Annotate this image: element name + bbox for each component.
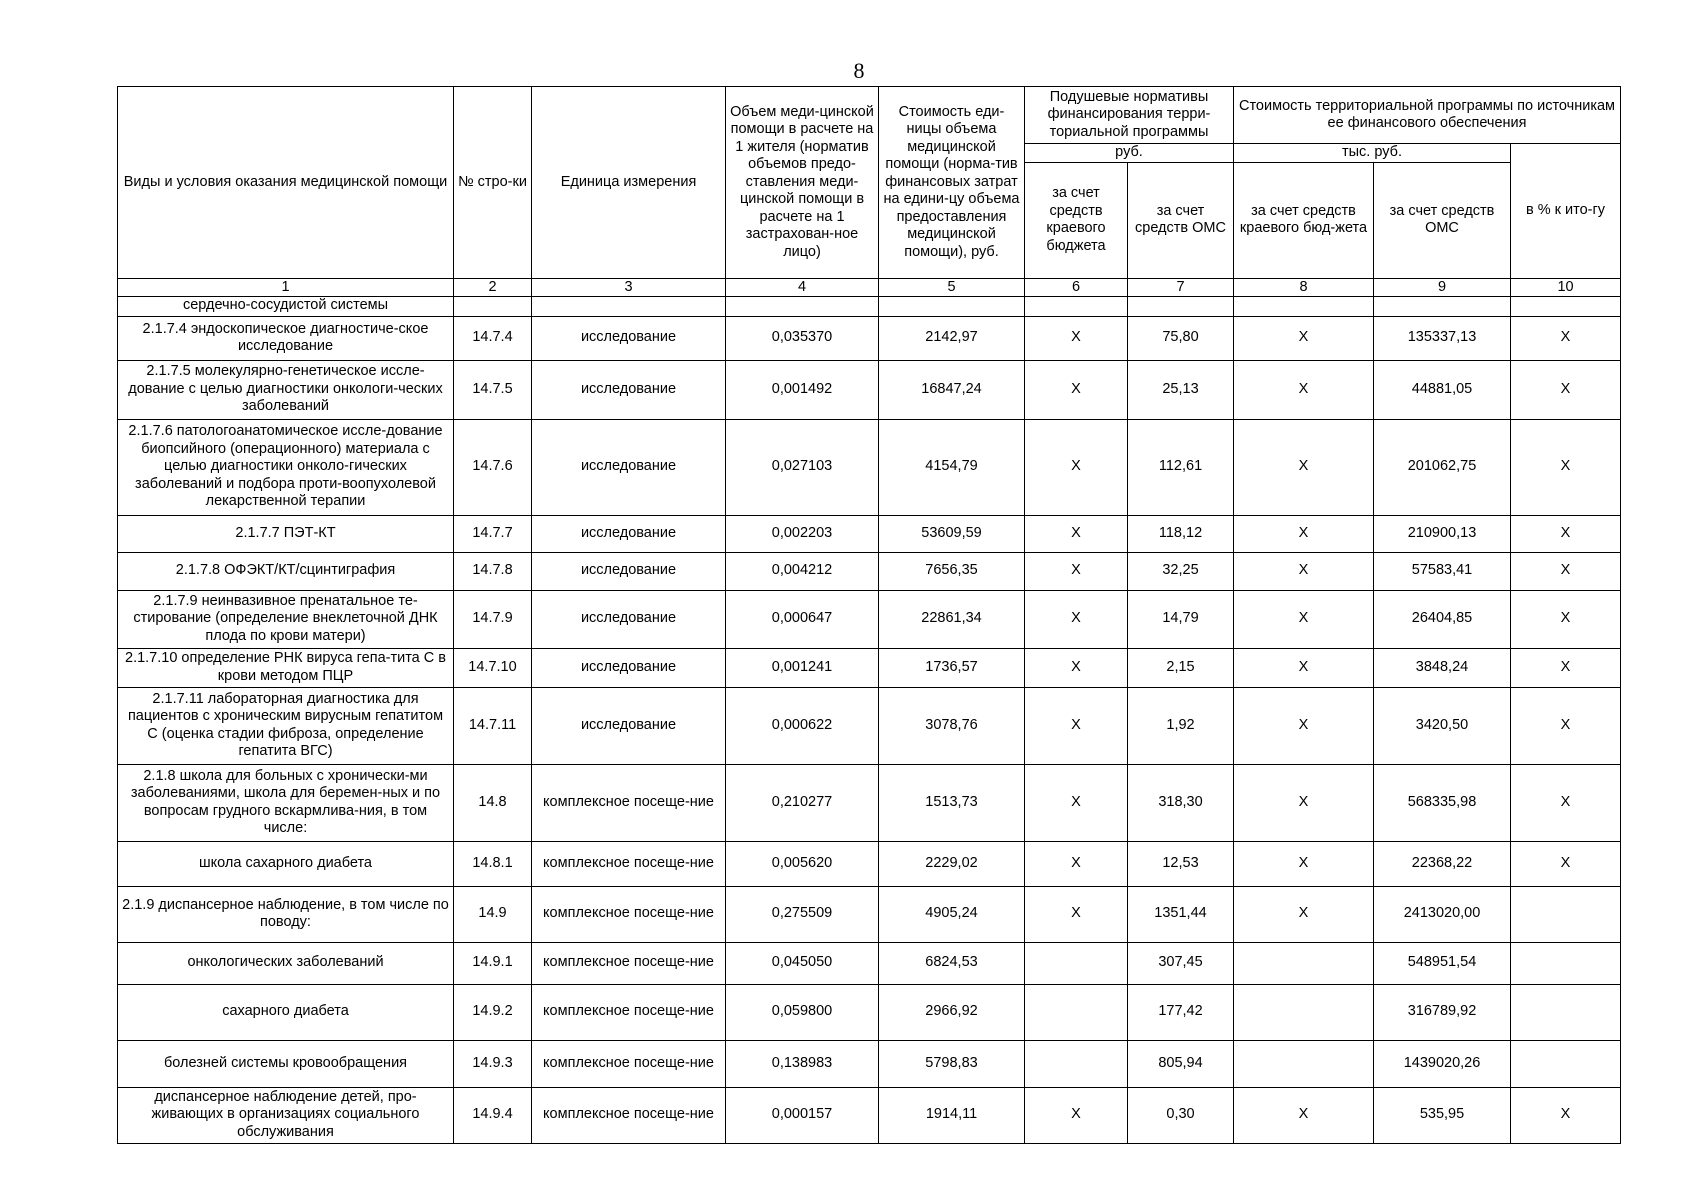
oms-thousand-cell: 135337,13: [1374, 316, 1511, 360]
regional-budget-rub-cell: Х: [1025, 552, 1128, 590]
column-number: 2: [454, 278, 532, 296]
unit-cost-cell: 4905,24: [879, 886, 1025, 942]
unit-cell: комплексное посеще-ние: [532, 1040, 726, 1087]
volume-cell: 0,138983: [726, 1040, 879, 1087]
care-type-cell: 2.1.7.9 неинвазивное пренатальное те-стирование (определение внеклеточной ДНК плода по крови матери): [118, 590, 454, 648]
oms-rub-cell: 25,13: [1128, 360, 1234, 419]
line-number-cell: 14.7.6: [454, 419, 532, 515]
care-type-cell: болезней системы кровообращения: [118, 1040, 454, 1087]
line-number-cell: [454, 296, 532, 316]
line-number-cell: 14.7.5: [454, 360, 532, 419]
program-cost-table: [117, 86, 1621, 1144]
table-row: [118, 1040, 1621, 1087]
oms-rub-cell: 1,92: [1128, 687, 1234, 764]
unit-cell: комплексное посеще-ние: [532, 984, 726, 1040]
line-number-cell: 14.7.7: [454, 515, 532, 552]
header-percent: в % к ито-гу: [1511, 144, 1621, 279]
table-row: [118, 841, 1621, 886]
care-type-cell: 2.1.7.5 молекулярно-генетическое иссле-дование с целью диагностики онкологи-ческих заболеваний: [118, 360, 454, 419]
oms-thousand-cell: 44881,05: [1374, 360, 1511, 419]
line-number-cell: 14.8: [454, 764, 532, 841]
unit-cell: исследование: [532, 419, 726, 515]
volume-cell: 0,000647: [726, 590, 879, 648]
percent-cell: Х: [1511, 764, 1621, 841]
unit-cell: исследование: [532, 687, 726, 764]
unit-cost-cell: 4154,79: [879, 419, 1025, 515]
regional-budget-thousand-cell: Х: [1234, 841, 1374, 886]
unit-cell: исследование: [532, 316, 726, 360]
percent-cell: Х: [1511, 360, 1621, 419]
percent-cell: Х: [1511, 687, 1621, 764]
volume-cell: [726, 296, 879, 316]
oms-thousand-cell: 568335,98: [1374, 764, 1511, 841]
regional-budget-thousand-cell: [1234, 984, 1374, 1040]
regional-budget-thousand-cell: Х: [1234, 590, 1374, 648]
unit-cost-cell: [879, 296, 1025, 316]
regional-budget-thousand-cell: [1234, 1040, 1374, 1087]
line-number-cell: 14.8.1: [454, 841, 532, 886]
regional-budget-thousand-cell: Х: [1234, 419, 1374, 515]
volume-cell: 0,000622: [726, 687, 879, 764]
header-volume: Объем меди-цинской помощи в расчете на 1 жителя (норматив объемов предо-ставления меди-цинской помощи в расчете на 1 застрахован-ное лицо): [726, 87, 879, 279]
column-number: 5: [879, 278, 1025, 296]
percent-cell: Х: [1511, 552, 1621, 590]
unit-cost-cell: 1736,57: [879, 648, 1025, 687]
oms-thousand-cell: 201062,75: [1374, 419, 1511, 515]
regional-budget-rub-cell: [1025, 942, 1128, 984]
table-row: [118, 648, 1621, 687]
volume-cell: 0,275509: [726, 886, 879, 942]
regional-budget-rub-cell: Х: [1025, 419, 1128, 515]
table-row: [118, 590, 1621, 648]
regional-budget-rub-cell: Х: [1025, 360, 1128, 419]
care-type-cell: школа сахарного диабета: [118, 841, 454, 886]
header-cost-group: Стоимость территориальной программы по источникам ее финансового обеспечения: [1234, 87, 1621, 144]
volume-cell: 0,035370: [726, 316, 879, 360]
column-number: 7: [1128, 278, 1234, 296]
column-number: 4: [726, 278, 879, 296]
regional-budget-rub-cell: Х: [1025, 648, 1128, 687]
care-type-cell: 2.1.9 диспансерное наблюдение, в том числе по поводу:: [118, 886, 454, 942]
page-number: 8: [853, 58, 865, 83]
oms-rub-cell: 32,25: [1128, 552, 1234, 590]
regional-budget-thousand-cell: Х: [1234, 316, 1374, 360]
oms-rub-cell: [1128, 296, 1234, 316]
regional-budget-rub-cell: [1025, 296, 1128, 316]
oms-thousand-cell: [1374, 296, 1511, 316]
unit-cost-cell: 6824,53: [879, 942, 1025, 984]
header-regional-budget-rub: за счет средств краевого бюджета: [1025, 162, 1128, 278]
oms-rub-cell: 118,12: [1128, 515, 1234, 552]
unit-cost-cell: 53609,59: [879, 515, 1025, 552]
care-type-cell: диспансерное наблюдение детей, про-живающих в организациях социального обслуживания: [118, 1087, 454, 1143]
unit-cost-cell: 2142,97: [879, 316, 1025, 360]
table-row: [118, 687, 1621, 764]
table-row: [118, 515, 1621, 552]
unit-cell: исследование: [532, 360, 726, 419]
regional-budget-rub-cell: Х: [1025, 886, 1128, 942]
unit-cost-cell: 5798,83: [879, 1040, 1025, 1087]
unit-cell: [532, 296, 726, 316]
care-type-cell: 2.1.7.7 ПЭТ-КТ: [118, 515, 454, 552]
percent-cell: [1511, 296, 1621, 316]
column-number-row: [118, 278, 1621, 296]
line-number-cell: 14.9.1: [454, 942, 532, 984]
header-regional-budget-thousand: за счет средств краевого бюд-жета: [1234, 162, 1374, 278]
oms-rub-cell: 805,94: [1128, 1040, 1234, 1087]
percent-cell: [1511, 1040, 1621, 1087]
regional-budget-thousand-cell: Х: [1234, 687, 1374, 764]
oms-rub-cell: 75,80: [1128, 316, 1234, 360]
header-unit-cost: Стоимость еди-ницы объема медицинской помощи (норма-тив финансовых затрат на едини-цу объема предоставления медицинской помощи), руб.: [879, 87, 1025, 279]
oms-rub-cell: 12,53: [1128, 841, 1234, 886]
unit-cost-cell: 3078,76: [879, 687, 1025, 764]
unit-cost-cell: 7656,35: [879, 552, 1025, 590]
regional-budget-thousand-cell: Х: [1234, 764, 1374, 841]
line-number-cell: 14.9.4: [454, 1087, 532, 1143]
oms-thousand-cell: 1439020,26: [1374, 1040, 1511, 1087]
table-row: [118, 316, 1621, 360]
oms-rub-cell: 2,15: [1128, 648, 1234, 687]
care-type-cell: сердечно-сосудистой системы: [118, 296, 454, 316]
volume-cell: 0,027103: [726, 419, 879, 515]
regional-budget-rub-cell: Х: [1025, 590, 1128, 648]
care-type-cell: 2.1.7.11 лабораторная диагностика для пациентов с хроническим вирусным гепатитом С (оценка стадии фиброза, определение гепатита ВГС): [118, 687, 454, 764]
percent-cell: Х: [1511, 590, 1621, 648]
unit-cell: исследование: [532, 552, 726, 590]
percent-cell: Х: [1511, 841, 1621, 886]
regional-budget-rub-cell: Х: [1025, 764, 1128, 841]
regional-budget-rub-cell: Х: [1025, 1087, 1128, 1143]
oms-rub-cell: 1351,44: [1128, 886, 1234, 942]
regional-budget-thousand-cell: Х: [1234, 886, 1374, 942]
volume-cell: 0,001492: [726, 360, 879, 419]
oms-thousand-cell: 548951,54: [1374, 942, 1511, 984]
percent-cell: Х: [1511, 419, 1621, 515]
unit-cell: исследование: [532, 648, 726, 687]
percent-cell: [1511, 886, 1621, 942]
table-row: [118, 419, 1621, 515]
regional-budget-thousand-cell: Х: [1234, 515, 1374, 552]
percent-cell: [1511, 984, 1621, 1040]
header-per-capita-group: Подушевые нормативы финансирования терри-ториальной программы: [1025, 87, 1234, 144]
line-number-cell: 14.7.8: [454, 552, 532, 590]
column-number: 3: [532, 278, 726, 296]
care-type-cell: 2.1.8 школа для больных с хронически-ми заболеваниями, школа для беремен-ных и по вопросам грудного вскармлива-ния, в том числе:: [118, 764, 454, 841]
line-number-cell: 14.7.4: [454, 316, 532, 360]
oms-thousand-cell: 316789,92: [1374, 984, 1511, 1040]
unit-cell: исследование: [532, 515, 726, 552]
oms-thousand-cell: 535,95: [1374, 1087, 1511, 1143]
table-row: [118, 886, 1621, 942]
table-row: [118, 1087, 1621, 1143]
line-number-cell: 14.7.9: [454, 590, 532, 648]
regional-budget-thousand-cell: Х: [1234, 648, 1374, 687]
line-number-cell: 14.7.10: [454, 648, 532, 687]
volume-cell: 0,059800: [726, 984, 879, 1040]
regional-budget-thousand-cell: Х: [1234, 552, 1374, 590]
volume-cell: 0,000157: [726, 1087, 879, 1143]
volume-cell: 0,001241: [726, 648, 879, 687]
oms-thousand-cell: 2413020,00: [1374, 886, 1511, 942]
regional-budget-rub-cell: [1025, 984, 1128, 1040]
table-row: [118, 942, 1621, 984]
oms-rub-cell: 177,42: [1128, 984, 1234, 1040]
column-number: 8: [1234, 278, 1374, 296]
care-type-cell: онкологических заболеваний: [118, 942, 454, 984]
line-number-cell: 14.9.3: [454, 1040, 532, 1087]
unit-cost-cell: 2229,02: [879, 841, 1025, 886]
line-number-cell: 14.9: [454, 886, 532, 942]
header-care-type: Виды и условия оказания медицинской помощи: [118, 87, 454, 279]
volume-cell: 0,045050: [726, 942, 879, 984]
volume-cell: 0,005620: [726, 841, 879, 886]
table-row: [118, 360, 1621, 419]
table-row: [118, 296, 1621, 316]
regional-budget-rub-cell: Х: [1025, 841, 1128, 886]
regional-budget-rub-cell: Х: [1025, 316, 1128, 360]
column-number: 1: [118, 278, 454, 296]
oms-rub-cell: 0,30: [1128, 1087, 1234, 1143]
table-row: [118, 764, 1621, 841]
unit-cell: комплексное посеще-ние: [532, 764, 726, 841]
header-oms-rub: за счет средств ОМС: [1128, 162, 1234, 278]
percent-cell: [1511, 942, 1621, 984]
volume-cell: 0,210277: [726, 764, 879, 841]
line-number-cell: 14.9.2: [454, 984, 532, 1040]
oms-thousand-cell: 57583,41: [1374, 552, 1511, 590]
regional-budget-thousand-cell: Х: [1234, 1087, 1374, 1143]
header-unit-rub: руб.: [1025, 144, 1234, 163]
unit-cell: комплексное посеще-ние: [532, 1087, 726, 1143]
percent-cell: Х: [1511, 515, 1621, 552]
oms-rub-cell: 318,30: [1128, 764, 1234, 841]
column-number: 10: [1511, 278, 1621, 296]
column-number: 9: [1374, 278, 1511, 296]
header-oms-thousand: за счет средств ОМС: [1374, 162, 1511, 278]
header-line-number: № стро-ки: [454, 87, 532, 279]
percent-cell: Х: [1511, 316, 1621, 360]
regional-budget-rub-cell: [1025, 1040, 1128, 1087]
care-type-cell: 2.1.7.6 патологоанатомическое иссле-дование биопсийного (операционного) материала с целью диагностики онколо-гических заболеваний и подбора проти-воопухолевой лекарственной терапии: [118, 419, 454, 515]
regional-budget-thousand-cell: Х: [1234, 360, 1374, 419]
oms-thousand-cell: 210900,13: [1374, 515, 1511, 552]
unit-cell: исследование: [532, 590, 726, 648]
regional-budget-rub-cell: Х: [1025, 515, 1128, 552]
oms-thousand-cell: 22368,22: [1374, 841, 1511, 886]
unit-cell: комплексное посеще-ние: [532, 942, 726, 984]
table-row: [118, 552, 1621, 590]
line-number-cell: 14.7.11: [454, 687, 532, 764]
regional-budget-rub-cell: Х: [1025, 687, 1128, 764]
oms-rub-cell: 112,61: [1128, 419, 1234, 515]
header-unit: Единица измерения: [532, 87, 726, 279]
table-row: [118, 984, 1621, 1040]
oms-thousand-cell: 3848,24: [1374, 648, 1511, 687]
column-number: 6: [1025, 278, 1128, 296]
care-type-cell: сахарного диабета: [118, 984, 454, 1040]
oms-thousand-cell: 26404,85: [1374, 590, 1511, 648]
unit-cost-cell: 22861,34: [879, 590, 1025, 648]
percent-cell: Х: [1511, 648, 1621, 687]
unit-cell: комплексное посеще-ние: [532, 886, 726, 942]
regional-budget-thousand-cell: [1234, 296, 1374, 316]
header-unit-thousand-rub: тыс. руб.: [1234, 144, 1511, 163]
volume-cell: 0,004212: [726, 552, 879, 590]
unit-cost-cell: 1513,73: [879, 764, 1025, 841]
care-type-cell: 2.1.7.10 определение РНК вируса гепа-тита С в крови методом ПЦР: [118, 648, 454, 687]
unit-cell: комплексное посеще-ние: [532, 841, 726, 886]
oms-rub-cell: 307,45: [1128, 942, 1234, 984]
care-type-cell: 2.1.7.4 эндоскопическое диагностиче-ское исследование: [118, 316, 454, 360]
unit-cost-cell: 1914,11: [879, 1087, 1025, 1143]
unit-cost-cell: 2966,92: [879, 984, 1025, 1040]
percent-cell: Х: [1511, 1087, 1621, 1143]
unit-cost-cell: 16847,24: [879, 360, 1025, 419]
care-type-cell: 2.1.7.8 ОФЭКТ/КТ/сцинтиграфия: [118, 552, 454, 590]
oms-rub-cell: 14,79: [1128, 590, 1234, 648]
volume-cell: 0,002203: [726, 515, 879, 552]
regional-budget-thousand-cell: [1234, 942, 1374, 984]
oms-thousand-cell: 3420,50: [1374, 687, 1511, 764]
